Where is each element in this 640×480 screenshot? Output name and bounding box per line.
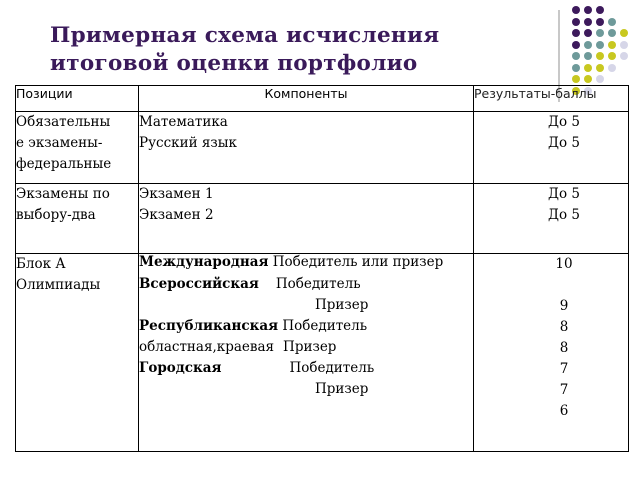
score-value: 8 — [559, 340, 569, 356]
score-value: 6 — [559, 403, 569, 419]
decorative-dot — [620, 41, 628, 49]
decorative-dot — [584, 64, 592, 72]
decorative-dot — [584, 29, 592, 37]
decorative-dot — [572, 52, 580, 60]
olympiad-result: Победитель — [289, 360, 375, 376]
olympiad-republic — [139, 316, 473, 337]
olympiad-level: Городская — [139, 360, 222, 376]
olympiad-allrussia — [139, 274, 473, 295]
portfolio-table — [15, 85, 629, 452]
decorative-dot — [584, 6, 592, 14]
olympiad-result: Призер — [283, 339, 337, 355]
decorative-dot — [620, 29, 628, 37]
position-cell — [16, 112, 139, 184]
component-item: Русский язык — [139, 135, 237, 151]
decorative-dot — [584, 75, 592, 83]
position-cell — [16, 254, 139, 452]
decorative-dot — [596, 64, 604, 72]
olympiad-city-prize: Призер — [315, 381, 369, 397]
decorative-dot — [608, 64, 616, 72]
olympiad-level: областная,краевая — [139, 339, 275, 355]
decorative-dot — [608, 29, 616, 37]
component-item: Математика — [139, 114, 228, 130]
decorative-dot — [608, 41, 616, 49]
decorative-dot — [572, 64, 580, 72]
table-row — [16, 112, 629, 184]
olympiad-regional — [139, 337, 473, 358]
olympiad-result: Победитель — [275, 276, 361, 292]
position-line: Обязательны — [16, 114, 111, 130]
header-components: Компоненты — [139, 86, 474, 112]
score-value: 8 — [559, 319, 569, 335]
olympiad-city — [139, 358, 473, 379]
score-value: До 5 — [548, 186, 580, 202]
score-value: 9 — [559, 298, 569, 314]
table-row — [16, 254, 629, 452]
score-value: 10 — [555, 256, 573, 272]
olympiad-level: Международная — [139, 254, 269, 270]
position-line: е экзамены- — [16, 135, 103, 151]
position-line: федеральные — [16, 156, 112, 172]
olympiad-level: Республиканская — [139, 318, 279, 334]
header-scores: Результаты-баллы — [474, 86, 629, 112]
position-line: выбору-два — [16, 207, 96, 223]
component-item: Экзамен 2 — [139, 207, 214, 223]
decorative-dot — [584, 18, 592, 26]
decorative-dot — [572, 18, 580, 26]
decorative-dot — [596, 41, 604, 49]
title-line-1: Примерная схема исчисления — [50, 23, 440, 48]
decorative-dot — [572, 75, 580, 83]
decorative-dot — [596, 52, 604, 60]
decorative-dot — [620, 52, 628, 60]
decorative-dot — [584, 41, 592, 49]
decorative-dot — [584, 52, 592, 60]
decorative-dot — [596, 6, 604, 14]
position-line: Экзамены по — [16, 186, 110, 202]
decorative-dot — [572, 41, 580, 49]
score-value: 7 — [559, 382, 569, 398]
table-row — [16, 184, 629, 254]
olympiad-allrussia-prize: Призер — [315, 297, 369, 313]
components-cell — [139, 254, 474, 452]
scores-cell — [474, 184, 629, 254]
score-value: До 5 — [548, 114, 580, 130]
decorative-dot — [572, 6, 580, 14]
olympiad-level: Всероссийская — [139, 276, 259, 292]
title-line-2: итоговой оценки портфолио — [50, 51, 418, 76]
position-line: Олимпиады — [16, 277, 101, 293]
components-cell — [139, 112, 474, 184]
position-line: Блок А — [16, 256, 66, 272]
score-value: До 5 — [548, 207, 580, 223]
olympiad-result: Победитель — [278, 318, 368, 334]
decorative-dot — [608, 52, 616, 60]
component-item: Экзамен 1 — [139, 186, 214, 202]
decorative-dot — [596, 75, 604, 83]
components-cell — [139, 184, 474, 254]
table-header-row — [16, 86, 629, 112]
decorative-dot — [596, 18, 604, 26]
position-cell — [16, 184, 139, 254]
score-value: До 5 — [548, 135, 580, 151]
decorative-dot — [596, 29, 604, 37]
scores-cell — [474, 112, 629, 184]
scores-cell — [474, 254, 629, 452]
decorative-dot — [608, 18, 616, 26]
page-title — [50, 22, 550, 78]
olympiad-international — [139, 254, 473, 271]
score-value: 7 — [559, 361, 569, 377]
olympiad-result: Победитель или призер — [268, 254, 444, 270]
decorative-dot — [572, 29, 580, 37]
header-positions: Позиции — [16, 86, 139, 112]
